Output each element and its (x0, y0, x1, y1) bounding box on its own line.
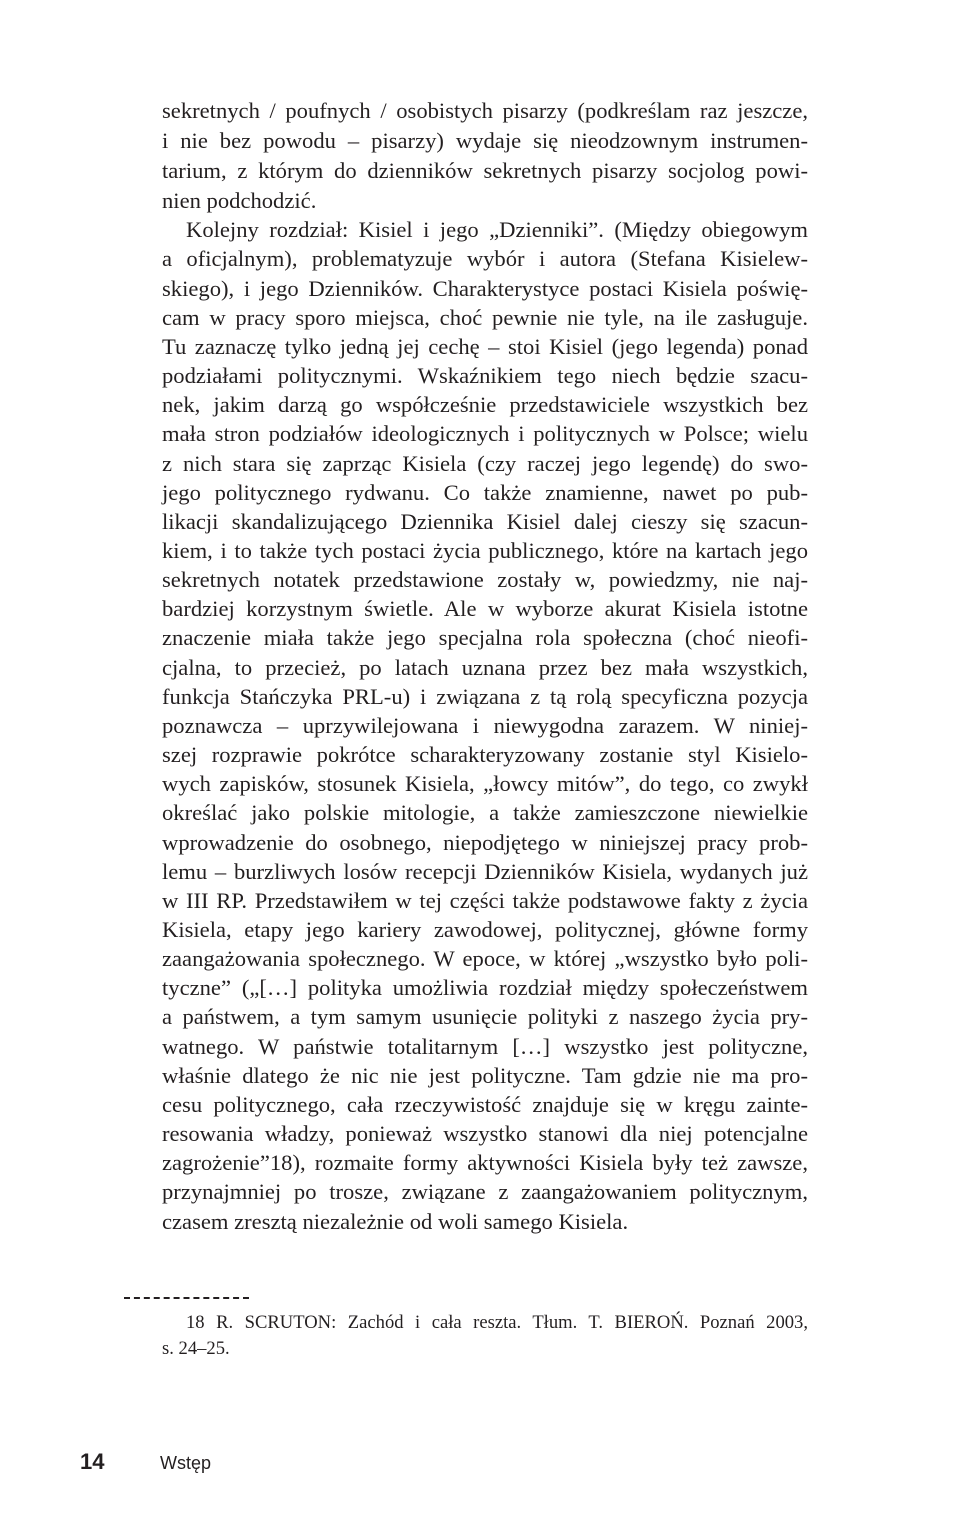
body-line: sekretnych / poufnych / osobistych pisarzy (podkreślam raz jeszcze, (162, 98, 808, 123)
body-line: w III RP. Przedstawiłem w tej części także podstawowe fakty z życia (162, 888, 808, 913)
body-line: jego politycznego rydwanu. Co także znamienne, nawet po pub- (162, 480, 808, 505)
body-line: Tu zaznaczę tylko jedną jej cechę – stoi Kisiel (jego legenda) ponad (162, 334, 808, 359)
body-line: watnego. W państwie totalitarnym […] wszystko jest polityczne, (162, 1034, 808, 1059)
body-line: cam w pracy sporo miejsca, choć pewnie nie tyle, na ile zasługuje. (162, 305, 808, 330)
body-line: tarium, z którym do dzienników sekretnych pisarzy socjolog powi- (162, 158, 808, 183)
footnote-line: 18 R. SCRUTON: Zachód i cała reszta. Tłum. T. BIEROŃ. Poznań 2003, (186, 1312, 808, 1333)
body-line: a oficjalnym), problematyzuje wybór i autora (Stefana Kisielew- (162, 246, 808, 271)
body-line: mała stron podziałów ideologicznych i politycznych w Polsce; wielu (162, 421, 808, 446)
body-line: a państwem, a tym samym usunięcie polityki z naszego życia pry- (162, 1004, 808, 1029)
body-line: skiego), i jego Dzienników. Charakterystyce postaci Kisiela poświę- (162, 276, 808, 301)
body-line: cjalna, to przecież, po latach uznana przez bez mała wszystkich, (162, 655, 808, 680)
body-line: Kolejny rozdział: Kisiel i jego „Dzienniki”. (Między obiegowym (186, 217, 808, 242)
body-line: z nich stara się zaprząc Kisiela (czy raczej jego legendę) do swo- (162, 451, 808, 476)
body-line: poznawcza – uprzywilejowana i niewygodna zarazem. W niniej- (162, 713, 808, 738)
body-line: wprowadzenie do osobnego, niepodjętego w niniejszej pracy prob- (162, 830, 808, 855)
body-line: resowania władzy, ponieważ wszystko stanowi dla niej potencjalne (162, 1121, 808, 1146)
body-line: tyczne” („[…] polityka umożliwia rozdział między społeczeństwem (162, 975, 808, 1000)
body-line: znaczenie miała także jego specjalna rola społeczna (choć nieofi- (162, 625, 808, 650)
body-line: nien podchodzić. (162, 188, 317, 213)
body-line: i nie bez powodu – pisarzy) wydaje się nieodzownym instrumen- (162, 128, 808, 153)
body-line: nek, jakim darzą go współcześnie przedstawiciele wszystkich bez (162, 392, 808, 417)
footnote-line: s. 24–25. (162, 1338, 230, 1359)
body-line: właśnie dlatego że nic nie jest polityczne. Tam gdzie nie ma pro- (162, 1063, 808, 1088)
body-line: zagrożenie”18), rozmaite formy aktywności Kisiela były też zawsze, (162, 1150, 808, 1175)
page-number: 14 (80, 1449, 105, 1474)
body-line: funkcja Stańczyka PRL-u) i związana z tą rolą specyficzna pozycja (162, 684, 808, 709)
body-line: cesu politycznego, cała rzeczywistość znajduje się w kręgu zainte- (162, 1092, 808, 1117)
body-line: określać jako polskie mitologie, a także zamieszczone niewielkie (162, 800, 808, 825)
body-line: lemu – burzliwych losów recepcji Dzienników Kisiela, wydanych już (162, 859, 808, 884)
body-line: kiem, i to także tych postaci życia publicznego, które na kartach jego (162, 538, 808, 563)
body-line: czasem zresztą niezależnie od woli samego Kisiela. (162, 1209, 629, 1234)
body-line: Kisiela, etapy jego kariery zawodowej, politycznej, główne formy (162, 917, 808, 942)
body-line: szej rozprawie pokrótce scharakteryzowany zostanie styl Kisielo- (162, 742, 808, 767)
body-line: bardziej korzystnym świetle. Ale w wyborze akurat Kisiela istotne (162, 596, 808, 621)
footnote-separator (124, 1297, 249, 1299)
body-line: likacji skandalizującego Dziennika Kisiel dalej cieszy się szacun- (162, 509, 808, 534)
running-head: Wstęp (160, 1453, 212, 1473)
body-line: przynajmniej po trosze, związane z zaangażowaniem politycznym, (162, 1179, 808, 1204)
body-line: sekretnych notatek przedstawione zostały w, powiedzmy, nie naj- (162, 567, 808, 592)
body-line: podziałami politycznymi. Wskaźnikiem tego niech będzie szacu- (162, 363, 808, 388)
body-line: wych zapisków, stosunek Kisiela, „łowcy mitów”, do tego, co zwykł (162, 771, 808, 796)
body-line: zaangażowania społecznego. W epoce, w której „wszystko było poli- (162, 946, 808, 971)
